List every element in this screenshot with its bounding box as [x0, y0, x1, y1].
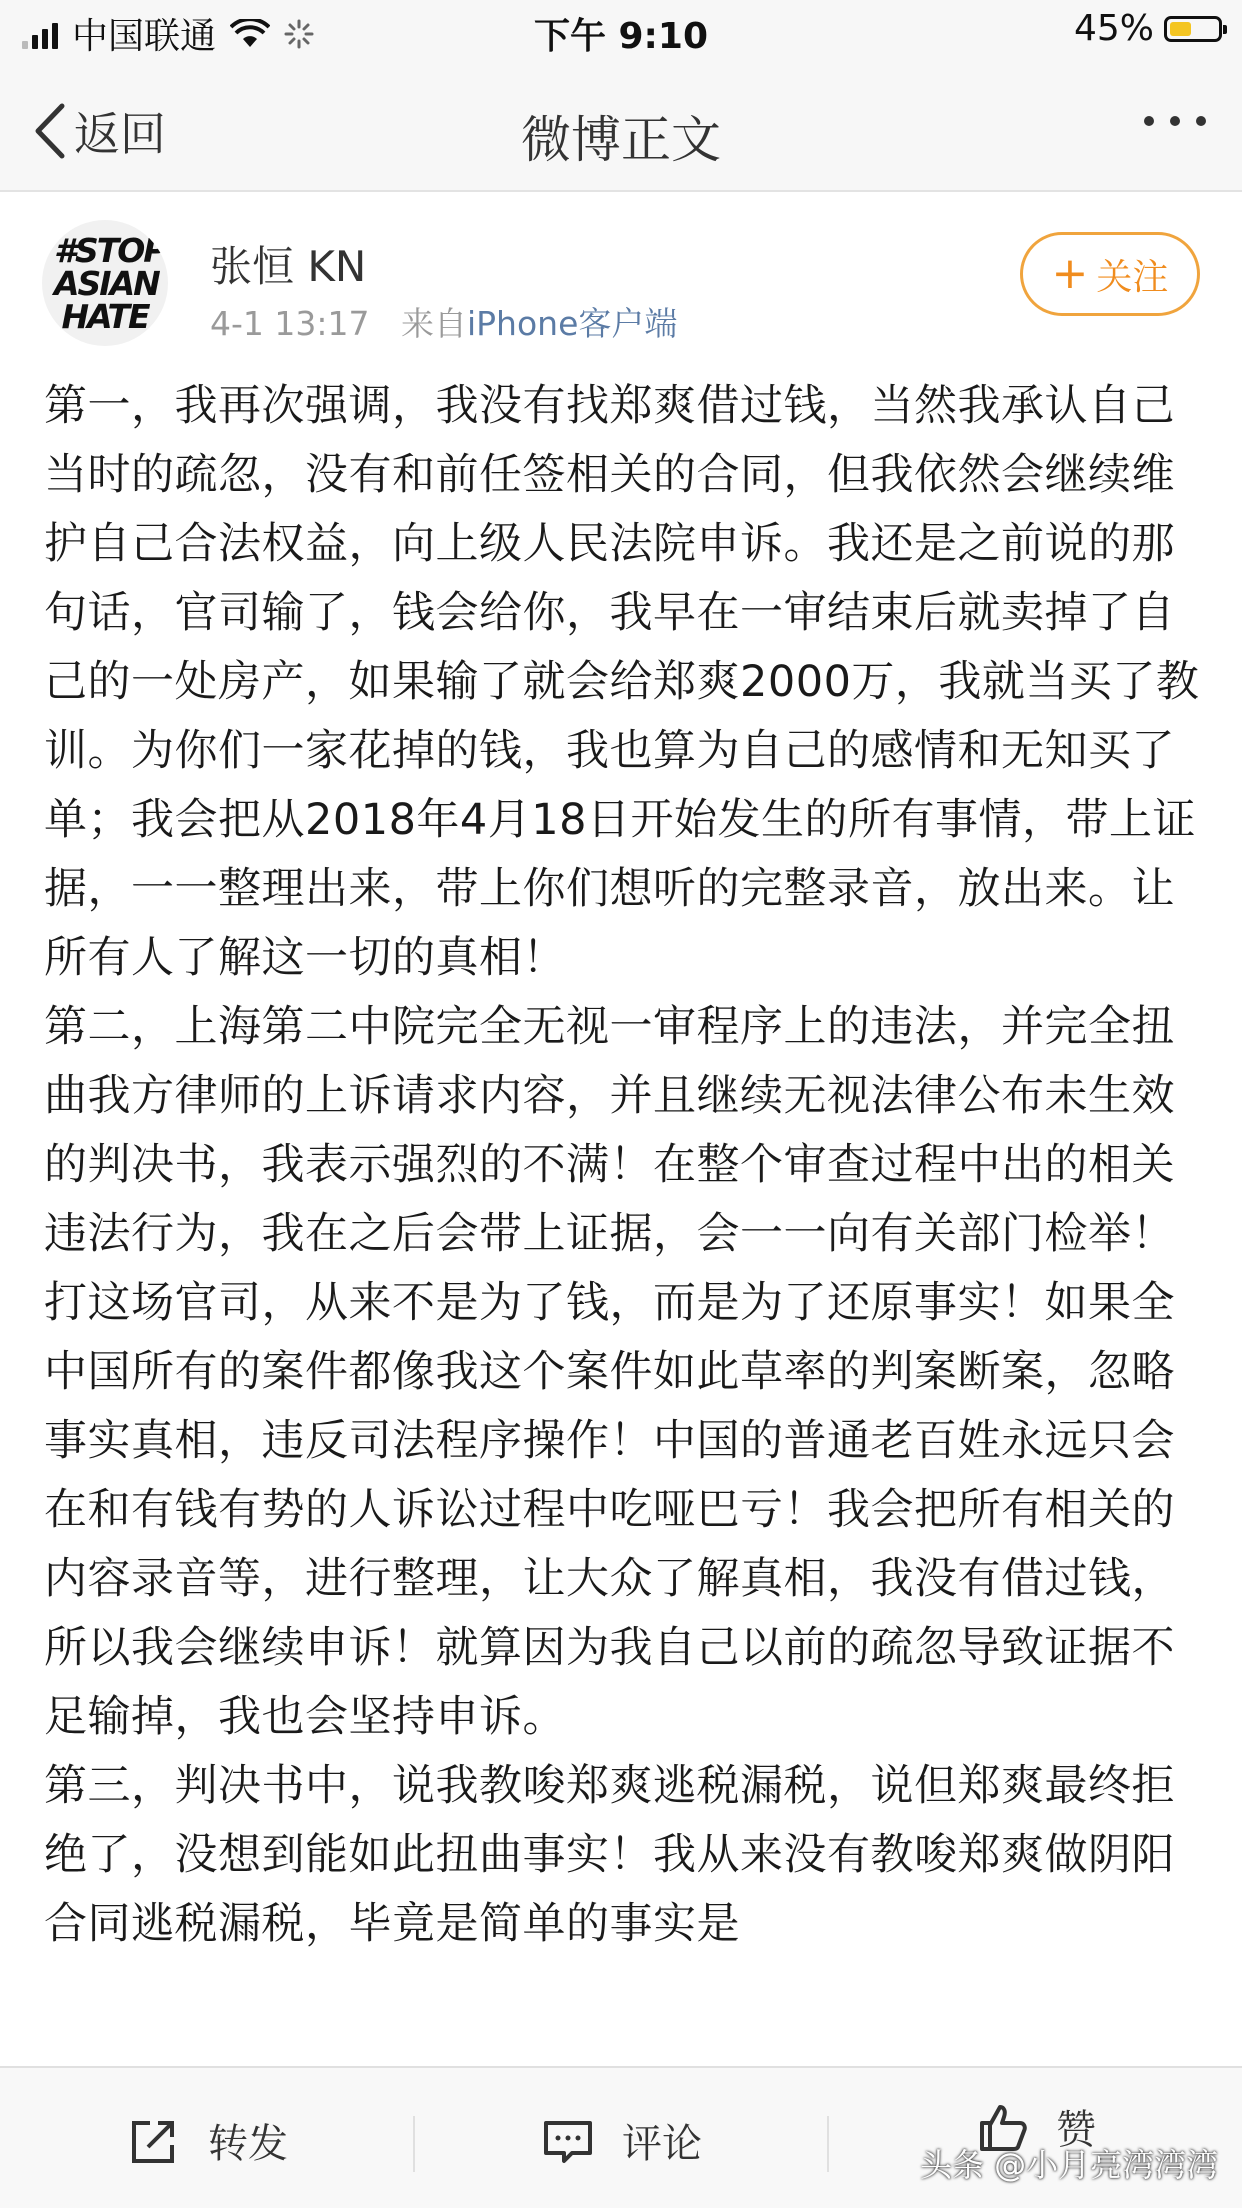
divider — [827, 2116, 829, 2172]
post-paragraph: 第二，上海第二中院完全无视一审程序上的违法，并完全扭曲我方律师的上诉请求内容，并且继续无视法律公布未生效的判决书，我表示强烈的不满！在整个审查过程中出的相关违法行为，我在之后会带上证据，会一一向有关部门检举！打这场官司，从来不是为了钱，而是为了还原事实！如果全中国所有的案件都像我这个案件如此草率的判案断案，忽略事实真相，违反司法程序操作！中国的普通老百姓永远只会在和有钱有势的人诉讼过程中吃哑巴亏！我会把所有相关的内容录音等，进行整理，让大众了解真相，我没有借过钱，所以我会继续申诉！就算因为我自己以前的疏忽导致证据不足输掉，我也会坚持申诉。 — [44, 1002, 1175, 1742]
plus-icon: + — [1051, 248, 1089, 299]
avatar[interactable] — [42, 220, 168, 346]
more-dot-icon — [1196, 116, 1206, 126]
divider — [413, 2116, 415, 2172]
follow-button[interactable] — [1020, 232, 1200, 316]
like-label: 赞 — [1056, 2107, 1096, 2153]
avatar-text-line: ASIAN — [54, 264, 159, 303]
carrier-label: 中国联通 — [72, 16, 217, 57]
post-source[interactable]: iPhone客户端 — [466, 304, 678, 343]
page-title: 微博正文 — [521, 111, 721, 169]
battery-fill — [1170, 22, 1191, 36]
author-name[interactable]: 张恒 KN — [210, 242, 367, 291]
more-button[interactable] — [1144, 116, 1206, 126]
more-dot-icon — [1170, 116, 1180, 126]
content-fade — [0, 2010, 1242, 2066]
bottom-action-bar — [0, 2066, 1242, 2208]
back-label: 返回 — [74, 107, 166, 161]
avatar-text-line: #STOP — [54, 231, 166, 270]
share-icon — [128, 2115, 180, 2167]
status-bar — [0, 0, 1242, 62]
post-paragraph: 第三，判决书中，说我教唆郑爽逃税漏税，说但郑爽最终拒绝了，没想到能如此扭曲事实！我从来没有教唆郑爽做阴阳合同逃税漏税，毕竟是简单的事实是 — [44, 1761, 1175, 1949]
post-meta — [210, 298, 677, 345]
comment-icon — [542, 2115, 594, 2167]
nav-bar — [0, 62, 1242, 192]
repost-label: 转发 — [208, 2121, 288, 2167]
watermark: 头条 @小月亮湾湾湾 — [920, 2146, 1219, 2184]
source-prefix: 来自 — [400, 304, 467, 343]
avatar-text-line: HATE — [61, 297, 149, 336]
follow-label: 关注 — [1096, 256, 1169, 298]
post-paragraph: 第一，我再次强调，我没有找郑爽借过钱，当然我承认自己当时的疏忽，没有和前任签相关的合同，但我依然会继续维护自己合法权益，向上级人民法院申诉。我还是之前说的那句话，官司输了，钱会给你，我早在一审结束后就卖掉了自己的一处房产，如果输了就会给郑爽2000万，我就当买了教训。为你们一家花掉的钱，我也算为自己的感情和无知买了单；我会把从2018年4月18日开始发生的所有事情，带上证据，一一整理出来，带上你们想听的完整录音，放出来。让所有人了解这一切的真相！ — [44, 381, 1200, 983]
avatar-text — [54, 231, 166, 336]
post-content — [44, 372, 1204, 1959]
post-time: 4-1 13:17 — [210, 304, 370, 343]
battery-percent: 45% — [1073, 8, 1154, 49]
battery-icon — [1164, 16, 1222, 42]
status-right — [1074, 8, 1222, 49]
more-dot-icon — [1144, 116, 1154, 126]
comment-button[interactable] — [542, 2112, 702, 2169]
comment-label: 评论 — [622, 2121, 702, 2167]
repost-button[interactable] — [128, 2112, 288, 2169]
status-time: 下午 9:10 — [533, 16, 709, 57]
